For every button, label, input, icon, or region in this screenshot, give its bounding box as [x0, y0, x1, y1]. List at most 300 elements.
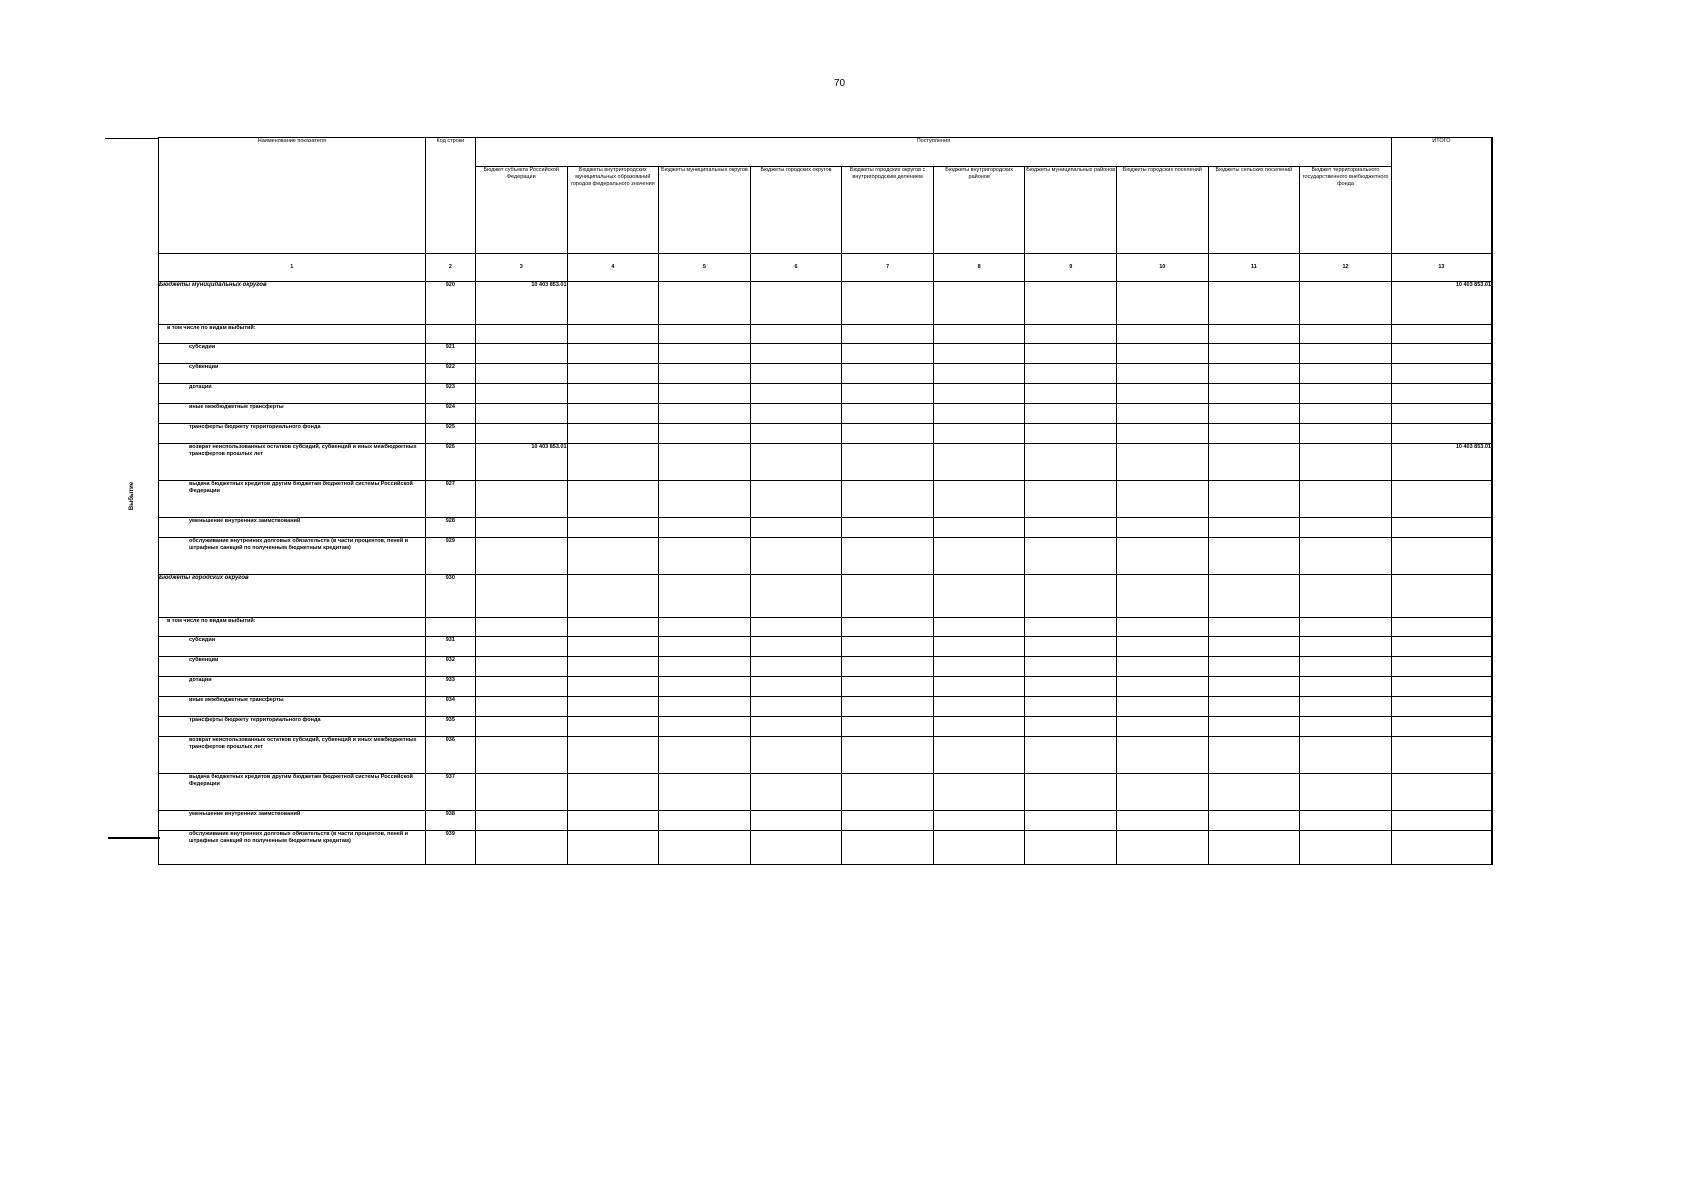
table-row [159, 811, 1493, 831]
cell-col3 [475, 677, 567, 697]
cell-col5 [659, 618, 751, 637]
cell-col9 [1025, 444, 1117, 481]
cell-col10 [1117, 575, 1209, 618]
header-column-5: Бюджеты муниципальных округов [659, 167, 751, 254]
cell-col9 [1025, 424, 1117, 444]
cell-total [1391, 737, 1492, 774]
cell-total [1391, 404, 1492, 424]
cell-col3 [475, 384, 567, 404]
table-row [159, 575, 1493, 618]
cell-col8 [933, 737, 1025, 774]
row-code: 921 [425, 344, 475, 364]
cell-col4 [567, 325, 659, 344]
cell-col12 [1300, 575, 1392, 618]
cell-col10 [1117, 518, 1209, 538]
cell-total [1391, 831, 1492, 865]
cell-col5 [659, 444, 751, 481]
cell-col8 [933, 282, 1025, 325]
table-row [159, 618, 1493, 637]
cell-col6 [750, 657, 842, 677]
cell-col12 [1300, 538, 1392, 575]
cell-col8 [933, 325, 1025, 344]
cell-col5 [659, 325, 751, 344]
side-section-label: Выбытие [129, 481, 135, 511]
cell-col12 [1300, 618, 1392, 637]
cell-col4 [567, 344, 659, 364]
row-code: 923 [425, 384, 475, 404]
cell-total [1391, 424, 1492, 444]
row-code [425, 618, 475, 637]
cell-col3 [475, 364, 567, 384]
header-receipts: Поступления [475, 138, 1391, 167]
cell-col7 [842, 677, 934, 697]
column-number-12: 12 [1300, 254, 1392, 282]
header-total: ИТОГО [1391, 138, 1492, 254]
cell-col3 [475, 737, 567, 774]
cell-col6 [750, 637, 842, 657]
cell-col4 [567, 481, 659, 518]
cell-col12 [1300, 481, 1392, 518]
cell-col4 [567, 538, 659, 575]
cell-col7 [842, 737, 934, 774]
cell-col11 [1208, 774, 1300, 811]
cell-col12 [1300, 444, 1392, 481]
cell-col6 [750, 618, 842, 637]
cell-col12 [1300, 774, 1392, 811]
cell-col8 [933, 364, 1025, 384]
cell-col3 [475, 811, 567, 831]
cell-col10 [1117, 444, 1209, 481]
cell-col7 [842, 444, 934, 481]
row-code: 928 [425, 518, 475, 538]
row-name: возврат неиспользованных остатков субсидий, субвенций и иных межбюджетных трансфертов прошлых лет [159, 444, 426, 481]
column-number-4: 4 [567, 254, 659, 282]
cell-col11 [1208, 637, 1300, 657]
row-code [425, 325, 475, 344]
cell-col10 [1117, 618, 1209, 637]
cell-col12 [1300, 282, 1392, 325]
cell-col5 [659, 637, 751, 657]
cell-col3 [475, 344, 567, 364]
cell-col11 [1208, 404, 1300, 424]
cell-col3 [475, 618, 567, 637]
row-code: 927 [425, 481, 475, 518]
column-number-11: 11 [1208, 254, 1300, 282]
cell-col10 [1117, 481, 1209, 518]
cell-col6 [750, 282, 842, 325]
page-number: 70 [834, 78, 846, 89]
row-name: трансферты бюджету территориального фонда [159, 717, 426, 737]
cell-col4 [567, 364, 659, 384]
cell-col9 [1025, 637, 1117, 657]
side-divider-bottom [108, 837, 160, 839]
cell-col7 [842, 811, 934, 831]
cell-col8 [933, 424, 1025, 444]
cell-col3 [475, 637, 567, 657]
table-row [159, 538, 1493, 575]
row-code: 920 [425, 282, 475, 325]
cell-col7 [842, 404, 934, 424]
row-name: обслуживание внутренних долговых обязательств (в части процентов, пеней и штрафных санкций по полученным бюджетным кредитам) [159, 831, 426, 865]
column-number-5: 5 [659, 254, 751, 282]
cell-col4 [567, 444, 659, 481]
cell-total [1391, 518, 1492, 538]
column-number-9: 9 [1025, 254, 1117, 282]
row-code: 929 [425, 538, 475, 575]
cell-col12 [1300, 637, 1392, 657]
cell-col10 [1117, 657, 1209, 677]
cell-col5 [659, 774, 751, 811]
table-row [159, 657, 1493, 677]
cell-col7 [842, 424, 934, 444]
cell-col7 [842, 575, 934, 618]
header-column-6: Бюджеты городских округов [750, 167, 842, 254]
cell-col6 [750, 717, 842, 737]
cell-col7 [842, 384, 934, 404]
row-name: выдача бюджетных кредитов другим бюджетам бюджетной системы Российской Федерации [159, 481, 426, 518]
cell-col12 [1300, 697, 1392, 717]
cell-col7 [842, 637, 934, 657]
row-code: 939 [425, 831, 475, 865]
cell-total [1391, 618, 1492, 637]
cell-col12 [1300, 404, 1392, 424]
cell-col11 [1208, 384, 1300, 404]
cell-col11 [1208, 424, 1300, 444]
cell-col12 [1300, 657, 1392, 677]
row-name: субвенции [159, 364, 426, 384]
cell-col12 [1300, 518, 1392, 538]
column-number-1: 1 [159, 254, 426, 282]
cell-col10 [1117, 637, 1209, 657]
cell-total [1391, 575, 1492, 618]
column-number-2: 2 [425, 254, 475, 282]
cell-col7 [842, 364, 934, 384]
side-divider-top [105, 138, 159, 139]
cell-col5 [659, 344, 751, 364]
header-column-10: Бюджеты городских поселений [1117, 167, 1209, 254]
cell-col6 [750, 774, 842, 811]
row-code: 922 [425, 364, 475, 384]
cell-total [1391, 344, 1492, 364]
header-column-9: Бюджеты муниципальных районов [1025, 167, 1117, 254]
header-column-4: Бюджеты внутригородских муниципальных образований городов федерального значения [567, 167, 659, 254]
table-row [159, 444, 1493, 481]
row-name: субсидии [159, 637, 426, 657]
cell-col10 [1117, 697, 1209, 717]
cell-col5 [659, 384, 751, 404]
cell-col8 [933, 618, 1025, 637]
cell-col12 [1300, 325, 1392, 344]
cell-col10 [1117, 831, 1209, 865]
cell-col5 [659, 575, 751, 618]
budget-table [158, 137, 1493, 865]
cell-col4 [567, 384, 659, 404]
cell-col3 [475, 538, 567, 575]
cell-col4 [567, 811, 659, 831]
cell-col7 [842, 538, 934, 575]
cell-col10 [1117, 717, 1209, 737]
cell-col11 [1208, 618, 1300, 637]
cell-col11 [1208, 282, 1300, 325]
header-column-11: Бюджеты сельских поселений [1208, 167, 1300, 254]
table-row [159, 697, 1493, 717]
cell-col9 [1025, 282, 1117, 325]
cell-col9 [1025, 811, 1117, 831]
row-code: 935 [425, 717, 475, 737]
cell-col6 [750, 575, 842, 618]
row-name: иные межбюджетные трансферты [159, 697, 426, 717]
cell-total: 10 403 853.01 [1391, 282, 1492, 325]
cell-col4 [567, 424, 659, 444]
cell-col5 [659, 717, 751, 737]
row-name: Бюджеты муниципальных округов [159, 282, 426, 325]
cell-col5 [659, 737, 751, 774]
cell-col6 [750, 538, 842, 575]
cell-col8 [933, 717, 1025, 737]
cell-col5 [659, 481, 751, 518]
cell-col11 [1208, 344, 1300, 364]
cell-total [1391, 538, 1492, 575]
cell-col3 [475, 717, 567, 737]
cell-total [1391, 325, 1492, 344]
cell-col5 [659, 657, 751, 677]
cell-col8 [933, 575, 1025, 618]
row-name: в том числе по видам выбытий: [159, 325, 426, 344]
column-number-10: 10 [1117, 254, 1209, 282]
column-number-8: 8 [933, 254, 1025, 282]
cell-col7 [842, 282, 934, 325]
cell-col12 [1300, 384, 1392, 404]
cell-col6 [750, 518, 842, 538]
cell-total [1391, 637, 1492, 657]
cell-col10 [1117, 364, 1209, 384]
cell-col6 [750, 444, 842, 481]
cell-col7 [842, 717, 934, 737]
header-column-3: Бюджет субъекта Российской Федерации [475, 167, 567, 254]
cell-col3 [475, 404, 567, 424]
cell-col4 [567, 518, 659, 538]
row-name: иные межбюджетные трансферты [159, 404, 426, 424]
cell-col8 [933, 518, 1025, 538]
cell-col10 [1117, 344, 1209, 364]
row-code: 926 [425, 444, 475, 481]
cell-total [1391, 774, 1492, 811]
cell-col9 [1025, 344, 1117, 364]
cell-total [1391, 697, 1492, 717]
cell-col9 [1025, 737, 1117, 774]
cell-col8 [933, 481, 1025, 518]
cell-col5 [659, 518, 751, 538]
cell-col10 [1117, 282, 1209, 325]
cell-col4 [567, 774, 659, 811]
column-number-7: 7 [842, 254, 934, 282]
row-code: 930 [425, 575, 475, 618]
cell-col11 [1208, 481, 1300, 518]
cell-col4 [567, 575, 659, 618]
cell-col7 [842, 518, 934, 538]
cell-col8 [933, 384, 1025, 404]
row-name: дотации [159, 384, 426, 404]
row-code: 924 [425, 404, 475, 424]
cell-col7 [842, 657, 934, 677]
cell-col8 [933, 677, 1025, 697]
row-code: 933 [425, 677, 475, 697]
cell-col9 [1025, 481, 1117, 518]
cell-col9 [1025, 677, 1117, 697]
cell-col12 [1300, 677, 1392, 697]
row-name: в том числе по видам выбытий: [159, 618, 426, 637]
cell-col10 [1117, 774, 1209, 811]
cell-col8 [933, 637, 1025, 657]
cell-col9 [1025, 384, 1117, 404]
cell-col3 [475, 831, 567, 865]
cell-col12 [1300, 831, 1392, 865]
cell-col5 [659, 811, 751, 831]
cell-col3 [475, 575, 567, 618]
header-code: Код строки [425, 138, 475, 254]
cell-col4 [567, 404, 659, 424]
cell-col4 [567, 737, 659, 774]
cell-col8 [933, 774, 1025, 811]
cell-col6 [750, 344, 842, 364]
cell-col12 [1300, 737, 1392, 774]
cell-col10 [1117, 404, 1209, 424]
cell-col11 [1208, 364, 1300, 384]
cell-col7 [842, 481, 934, 518]
cell-col4 [567, 657, 659, 677]
cell-total [1391, 657, 1492, 677]
cell-col5 [659, 424, 751, 444]
cell-col5 [659, 404, 751, 424]
cell-col4 [567, 831, 659, 865]
cell-col9 [1025, 364, 1117, 384]
column-number-6: 6 [750, 254, 842, 282]
cell-col4 [567, 637, 659, 657]
cell-col8 [933, 697, 1025, 717]
cell-total: 10 403 853.01 [1391, 444, 1492, 481]
row-name: уменьшение внутренних заимствований [159, 811, 426, 831]
cell-col8 [933, 538, 1025, 575]
column-number-13: 13 [1391, 254, 1492, 282]
row-code: 925 [425, 424, 475, 444]
cell-col9 [1025, 697, 1117, 717]
cell-col9 [1025, 717, 1117, 737]
cell-col11 [1208, 677, 1300, 697]
cell-total [1391, 811, 1492, 831]
cell-col7 [842, 697, 934, 717]
cell-col6 [750, 697, 842, 717]
cell-col3 [475, 481, 567, 518]
cell-col4 [567, 282, 659, 325]
cell-col9 [1025, 774, 1117, 811]
cell-col9 [1025, 518, 1117, 538]
table-row [159, 384, 1493, 404]
cell-col12 [1300, 424, 1392, 444]
table-row [159, 424, 1493, 444]
cell-col6 [750, 404, 842, 424]
cell-col11 [1208, 325, 1300, 344]
cell-col4 [567, 717, 659, 737]
cell-col11 [1208, 717, 1300, 737]
cell-col10 [1117, 325, 1209, 344]
cell-col10 [1117, 538, 1209, 575]
cell-col7 [842, 325, 934, 344]
cell-col11 [1208, 575, 1300, 618]
cell-col7 [842, 344, 934, 364]
table-row [159, 717, 1493, 737]
row-name: возврат неиспользованных остатков субсидий, субвенций и иных межбюджетных трансфертов прошлых лет [159, 737, 426, 774]
cell-col5 [659, 364, 751, 384]
header-name: Наименование показателя [159, 138, 426, 254]
cell-col5 [659, 677, 751, 697]
cell-col6 [750, 325, 842, 344]
row-name: дотации [159, 677, 426, 697]
cell-col8 [933, 831, 1025, 865]
cell-col12 [1300, 717, 1392, 737]
table-row [159, 831, 1493, 865]
table-row [159, 518, 1493, 538]
cell-col8 [933, 444, 1025, 481]
cell-col11 [1208, 518, 1300, 538]
cell-col4 [567, 697, 659, 717]
cell-col11 [1208, 697, 1300, 717]
cell-col12 [1300, 811, 1392, 831]
cell-col3 [475, 774, 567, 811]
cell-col9 [1025, 404, 1117, 424]
cell-col7 [842, 618, 934, 637]
cell-total [1391, 384, 1492, 404]
cell-col9 [1025, 618, 1117, 637]
cell-col9 [1025, 831, 1117, 865]
cell-col4 [567, 677, 659, 697]
cell-col3: 10 403 853.01 [475, 444, 567, 481]
table-row [159, 364, 1493, 384]
cell-col10 [1117, 677, 1209, 697]
cell-col6 [750, 737, 842, 774]
cell-col10 [1117, 424, 1209, 444]
table-row [159, 677, 1493, 697]
cell-col11 [1208, 538, 1300, 575]
cell-col7 [842, 831, 934, 865]
table-row [159, 344, 1493, 364]
cell-col11 [1208, 811, 1300, 831]
row-code: 931 [425, 637, 475, 657]
cell-col5 [659, 538, 751, 575]
table-row [159, 325, 1493, 344]
cell-col10 [1117, 384, 1209, 404]
header-column-8: Бюджеты внутригородских районов [933, 167, 1025, 254]
cell-col6 [750, 677, 842, 697]
cell-col9 [1025, 575, 1117, 618]
header-column-7: Бюджеты городских округов с внутригородским делением [842, 167, 934, 254]
cell-col9 [1025, 657, 1117, 677]
cell-col7 [842, 774, 934, 811]
cell-col12 [1300, 364, 1392, 384]
cell-total [1391, 364, 1492, 384]
cell-col11 [1208, 831, 1300, 865]
table-row [159, 282, 1493, 325]
cell-col8 [933, 404, 1025, 424]
table-row [159, 404, 1493, 424]
cell-col8 [933, 657, 1025, 677]
cell-col9 [1025, 325, 1117, 344]
row-code: 937 [425, 774, 475, 811]
cell-col4 [567, 618, 659, 637]
cell-total [1391, 677, 1492, 697]
cell-col11 [1208, 737, 1300, 774]
cell-col6 [750, 481, 842, 518]
cell-total [1391, 481, 1492, 518]
